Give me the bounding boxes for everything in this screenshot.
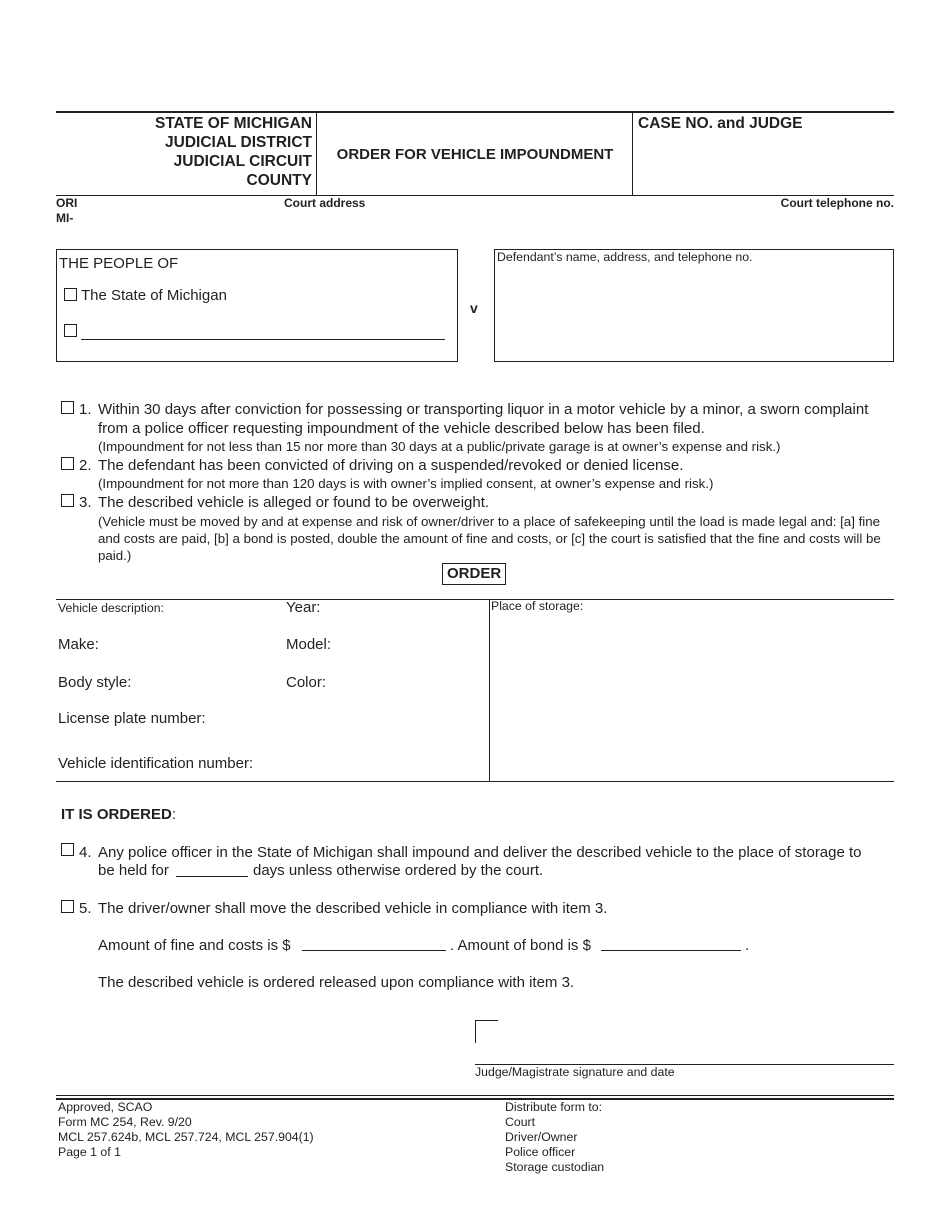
it-is-ordered-heading	[61, 805, 176, 824]
court-phone-label: Court telephone no.	[780, 196, 894, 210]
bond-period: .	[745, 937, 750, 954]
other-plaintiff-line[interactable]	[81, 339, 445, 340]
header-bottom-rule	[56, 195, 894, 196]
item4-pre: be held for	[98, 862, 169, 879]
item3-number: 3.	[79, 494, 92, 511]
fine-label: Amount of fine and costs is $	[98, 937, 291, 954]
item1-checkbox[interactable]	[61, 401, 74, 414]
versus-label: v	[470, 300, 478, 316]
color-field[interactable]: Color:	[286, 674, 327, 691]
state-of-michigan-label: The State of Michigan	[81, 287, 227, 304]
ori-prefix[interactable]: MI-	[56, 211, 74, 225]
item3-note: (Vehicle must be moved by and at expense and risk of owner/driver to a place of safekeeping until the load is made legal and: [a] fine and costs are paid, [b] a bond is posted, double the amount of fine and costs, or [c] the court is satisfied that the fine and costs will be paid.)	[98, 514, 881, 563]
other-plaintiff-checkbox[interactable]	[64, 324, 77, 337]
header-divider-right	[632, 111, 633, 196]
footer-approved: Approved, SCAO	[58, 1100, 153, 1114]
court-county: COUNTY	[246, 172, 312, 189]
signature-label: Judge/Magistrate signature and date	[475, 1065, 675, 1079]
make-field[interactable]: Make:	[58, 636, 99, 653]
distribute-storage: Storage custodian	[505, 1160, 605, 1174]
form-title: ORDER FOR VEHICLE IMPOUNDMENT	[336, 146, 614, 163]
item4-checkbox[interactable]	[61, 843, 74, 856]
state-of-michigan-checkbox[interactable]	[64, 288, 77, 301]
distribute-court: Court	[505, 1115, 536, 1129]
footer-left	[58, 1100, 314, 1160]
item5-checkbox[interactable]	[61, 900, 74, 913]
item1-number: 1.	[79, 401, 92, 418]
item3-checkbox[interactable]	[61, 494, 74, 507]
distribute-driver-owner: Driver/Owner	[505, 1130, 578, 1144]
ori-label: ORI	[56, 196, 78, 210]
item2-checkbox[interactable]	[61, 457, 74, 470]
footer-rule-top	[56, 1095, 894, 1096]
footer-distribution	[505, 1100, 604, 1175]
item4-line1: Any police officer in the State of Michigan shall impound and deliver the described vehicle to the place of storage to	[98, 844, 862, 861]
place-of-storage-field[interactable]: Place of storage:	[491, 599, 584, 613]
court-identification	[56, 114, 312, 190]
vehicle-description-label: Vehicle description:	[58, 601, 164, 615]
vehicle-top-rule	[56, 599, 894, 600]
footer-page: Page 1 of 1	[58, 1145, 121, 1159]
footer-statutes: MCL 257.624b, MCL 257.724, MCL 257.904(1)	[58, 1130, 314, 1144]
impound-days-field[interactable]	[176, 876, 248, 877]
item5-number: 5.	[79, 900, 92, 917]
header-top-rule	[56, 111, 894, 113]
item2-note: (Impoundment for not more than 120 days is with owner’s implied consent, at owner’s expense and risk.)	[98, 476, 714, 491]
signature-corner-horizontal	[475, 1020, 498, 1021]
release-text: The described vehicle is ordered released upon compliance with item 3.	[98, 974, 575, 991]
item4-post: days unless otherwise ordered by the court.	[253, 862, 544, 879]
distribute-police: Police officer	[505, 1145, 576, 1159]
item2-text: The defendant has been convicted of driving on a suspended/revoked or denied license.	[98, 457, 684, 474]
signature-corner-vertical	[475, 1020, 476, 1043]
year-field[interactable]: Year:	[286, 599, 321, 616]
footer-form-number: Form MC 254, Rev. 9/20	[58, 1115, 192, 1129]
case-number-field[interactable]: CASE NO. and JUDGE	[638, 115, 803, 132]
bond-label: . Amount of bond is $	[450, 937, 591, 954]
it-is-ordered-text: IT IS ORDERED	[61, 806, 172, 823]
fine-amount-field[interactable]	[302, 950, 446, 951]
item3-text: The described vehicle is alleged or found to be overweight.	[98, 494, 490, 511]
court-circuit: JUDICIAL CIRCUIT	[173, 153, 312, 170]
item4-number: 4.	[79, 844, 92, 861]
license-plate-field[interactable]: License plate number:	[58, 710, 206, 727]
vehicle-divider	[489, 599, 490, 782]
court-address-label: Court address	[284, 196, 366, 210]
item5-text: The driver/owner shall move the described vehicle in compliance with item 3.	[98, 900, 608, 917]
item2-number: 2.	[79, 457, 92, 474]
bond-amount-field[interactable]	[601, 950, 741, 951]
body-style-field[interactable]: Body style:	[58, 674, 132, 691]
court-state: STATE OF MICHIGAN	[155, 115, 312, 132]
defendant-label: Defendant’s name, address, and telephone no.	[497, 250, 753, 264]
vin-field[interactable]: Vehicle identification number:	[58, 755, 254, 772]
defendant-box[interactable]	[494, 249, 894, 362]
header-divider-left	[316, 111, 317, 196]
order-heading: ORDER	[442, 563, 506, 585]
item1-text: Within 30 days after conviction for possessing or transporting liquor in a motor vehicle by a minor, a sworn complaint from a police officer requesting impoundment of the vehicle described below has been filed.	[98, 401, 869, 437]
vehicle-bottom-rule	[56, 781, 894, 782]
it-is-ordered-colon: :	[171, 806, 177, 823]
court-district: JUDICIAL DISTRICT	[165, 134, 312, 151]
item1-note: (Impoundment for not less than 15 nor more than 30 days at a public/private garage is at owner’s expense and risk.)	[98, 439, 781, 454]
people-of-label: THE PEOPLE OF	[59, 255, 179, 272]
distribute-label: Distribute form to:	[505, 1100, 603, 1114]
model-field[interactable]: Model:	[286, 636, 332, 653]
